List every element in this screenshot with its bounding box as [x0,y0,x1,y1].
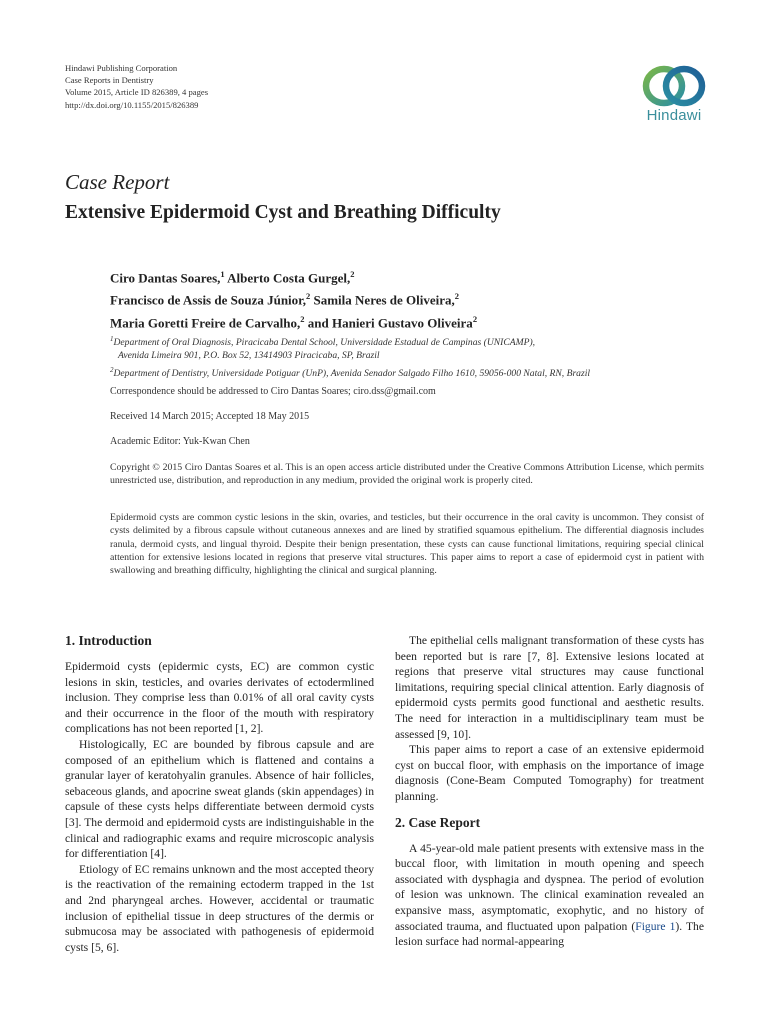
affiliation-text: Department of Oral Diagnosis, Piracicaba Dental School, Universidade Estadual de Campinas (UNICAMP), [113,337,536,349]
hindawi-rings-icon [641,63,707,109]
hindawi-logo[interactable] [634,63,714,133]
abstract: Epidermoid cysts are common cystic lesions in the skin, ovaries, and testicles, but their occurrence in the oral cavity is uncommon. They consist of cysts delimited by a fibrous capsule without cutaneous annexes and are lined by stratified squamous epithelium. The differential diagnosis includes ranula, dermoid cysts, and lingual thyroid. Despite their benign presentation, these cysts can cause functional limitations, requiring special clinical attention for extensive lesions located in regions that preserve vital structures. This paper aims to report a case of epidermoid cyst in patient with swallowing and breathing difficulty, highlighting the clinical and surgical planning. [110,512,704,577]
copyright-notice: Copyright © 2015 Ciro Dantas Soares et al. This is an open access article distributed under the Creative Commons Attribution License, which permits unrestricted use, distribution, and reproduction in any medium, provided the original work is properly cited. [110,462,704,487]
volume-info: Volume 2015, Article ID 826389, 4 pages [65,87,209,98]
section-heading-introduction: 1. Introduction [65,633,152,648]
paragraph: Histologically, EC are bounded by fibrous capsule and are composed of an epithelium which is flattened and contains a granular layer of keratohyalin granules. Absence of hair follicles, sebaceous glands, and apocrine sweat glands (skin appendages) in capsule of these cysts helps differentiate between dermoid cysts [3]. The dermoid and epidermoid cysts are indistinguishable in the clinical and radiographic exams and require microscopic analysis for differentiation [4]. [65,737,374,861]
author-line [110,310,730,332]
academic-editor: Academic Editor: Yuk-Kwan Chen [110,436,250,447]
author-affiliation-mark: 2 [306,291,311,302]
journal-header [65,62,208,111]
hindawi-logo-text: Hindawi [646,107,702,124]
author-list [110,265,730,332]
author-name[interactable]: and Hanieri Gustavo Oliveira [304,314,473,330]
affiliation-list [110,333,730,382]
article-title: Extensive Epidermoid Cyst and Breathing Difficulty [65,202,501,223]
correspondence: Correspondence should be addressed to Ciro Dantas Soares; ciro.dss@gmail.com [110,386,436,397]
body-column-left [65,633,374,955]
affiliation-item [110,333,730,362]
section-heading-case-report: 2. Case Report [395,814,481,830]
paragraph-text: A 45-year-old male patient presents with extensive mass in the buccal floor, with limitation in mouth opening and speech associated with dysphagia and dyspnea. The period of evolution of lesion was unknown. The clinical examination revealed an expansive mass, asymptomatic, exophytic, and no history of associated trauma, and fluctuated upon palpation ( [395,841,704,933]
author-affiliation-mark: 2 [454,291,460,302]
affiliation-mark: 1 [110,335,114,343]
author-affiliation-mark: 2 [300,313,305,324]
author-affiliation-mark: 2 [472,313,478,324]
author-affiliation-mark: 2 [350,269,355,279]
affiliation-text: Avenida Limeira 901, P.O. Box 52, 13414903 Piracicaba, SP, Brazil [118,350,380,362]
author-affiliation-mark: 1 [220,269,225,279]
affiliation-text: Department of Dentistry, Universidade Potiguar (UnP), Avenida Senador Salgado Filho 1610, 59056-000 Natal, RN, Brazil [113,368,591,380]
publisher-name: Hindawi Publishing Corporation [65,63,178,73]
journal-name: Case Reports in Dentistry [65,75,154,86]
figure-1-link[interactable]: Figure 1 [635,919,676,933]
received-dates: Received 14 March 2015; Accepted 18 May 2015 [110,411,310,422]
paragraph: Epidermoid cysts (epidermic cysts, EC) are common cystic lesions in skin, testicles, and ovaries derivates of ectodermlined inclusion. They comprise less than 0.01% of all oral cavity cysts and their occurrence in the floor of the mouth with respiratory complications has not been reported [1, 2]. [65,660,374,736]
author-name[interactable]: Maria Goretti Freire de Carvalho, [110,314,301,330]
author-name[interactable]: Alberto Costa Gurgel, [224,270,351,286]
affiliation-mark: 2 [110,366,114,375]
paragraph: The epithelial cells malignant transformation of these cysts has been reported but is rare [7, 8]. Extensive lesions located at regions that preserve vital structures may cause functional limitations, requiring special clinical attention. Early diagnosis of epidermoid cysts permits good functional and aesthetic results. The need for interaction in a multidisciplinary team must be assessed [9, 10]. [395,634,704,741]
author-name[interactable]: Francisco de Assis de Souza Júnior, [110,292,306,308]
author-line [110,265,730,287]
author-name[interactable]: Ciro Dantas Soares, [110,270,221,286]
paragraph [395,841,704,950]
paragraph-text: ). The lesion surface had normal-appearing [395,919,704,949]
affiliation-item [110,364,730,380]
paragraph: This paper aims to report a case of an extensive epidermoid cyst on buccal floor, with emphasis on the importance of image diagnosis (Cone-Beam Computed Tomography) for treatment planning. [395,743,704,803]
body-column-right [395,633,704,950]
author-name[interactable]: Samila Neres de Oliveira, [310,292,455,308]
author-line [110,287,730,309]
article-type: Case Report [65,170,170,194]
doi-link[interactable]: http://dx.doi.org/10.1155/2015/826389 [65,99,199,110]
paragraph: Etiology of EC remains unknown and the most accepted theory is the reactivation of the remaining ectoderm trapped in the 1st and 2nd pharyngeal arches. However, accidental or traumatic inclusion of epithelial tissue in deep structures of the dermis or submucosa may be associated with pathogenesis of epidermoid cysts [5, 6]. [65,862,374,954]
